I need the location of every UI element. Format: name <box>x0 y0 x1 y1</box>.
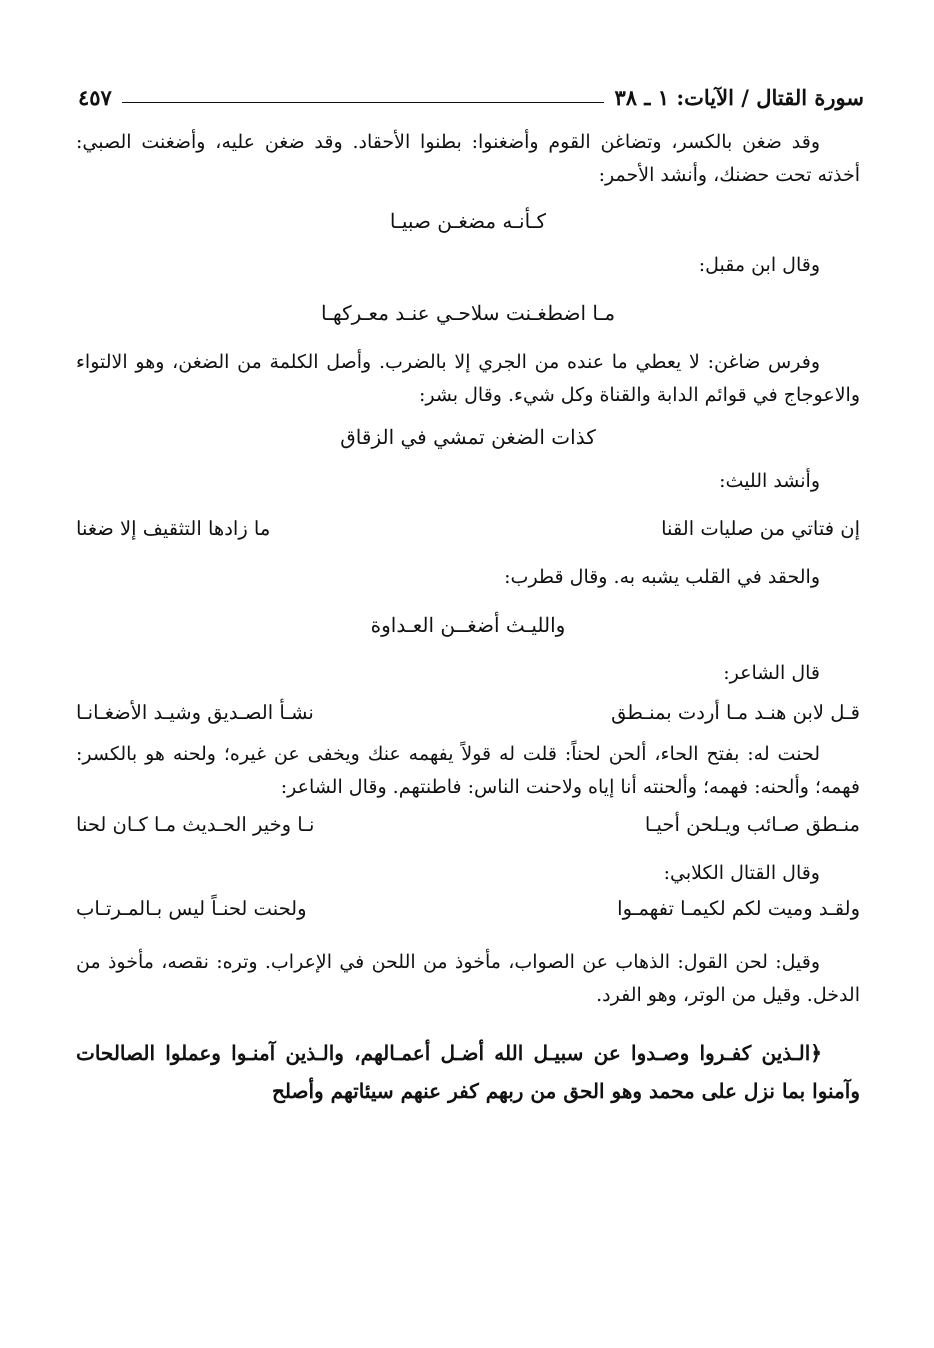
verse-second-hemistich: ما زادها التثقيف إلا ضغنا <box>76 517 271 540</box>
page-number: ٤٥٧ <box>78 85 112 110</box>
chapter-title: سورة القتال / الآيات: ١ ـ ٣٨ <box>614 85 864 110</box>
verse-couplet <box>76 894 860 924</box>
verse-second-hemistich: نـا وخير الحـديث مـا كـان لحنا <box>76 813 315 836</box>
paragraph: والحقد في القلب يشبه به. وقال قطرب: <box>504 566 820 588</box>
verse-second-hemistich: ولحنت لحنـاً ليس بـالمـرتـاب <box>76 897 307 920</box>
header-rule <box>122 102 605 103</box>
paragraph: وقال ابن مقبل: <box>698 254 820 276</box>
page-body <box>76 126 860 1110</box>
paragraph: وقد ضغن بالكسر، وتضاغن القوم وأضغنوا: بطنوا الأحقاد. وقد ضغن عليه، وأضغنت الصبي: أخذته تحت حضنك، وأنشد الأحمر: <box>76 131 860 186</box>
paragraph: وفرس ضاغن: لا يعطي ما عنده من الجري إلا بالضرب. وأصل الكلمة من الضغن، وهو الالتواء والاعوجاج في قوائم الدابة والقناة وكل شيء. وقال بشر: <box>76 351 860 406</box>
paragraph: قال الشاعر: <box>723 662 820 684</box>
verse-second-hemistich: نشـأ الصـديق وشيـد الأضغـانـا <box>76 701 314 724</box>
verse-first-hemistich: قـل لابن هنـد مـا أردت بمنـطق <box>611 701 860 724</box>
paragraph: وقيل: لحن القول: الذهاب عن الصواب، مأخوذ من اللحن في الإعراب. وتره: نقصه، مأخوذ من الدخل. وقيل من الوتر، وهو الفرد. <box>76 951 860 1006</box>
verse-first-hemistich: ولقـد وميت لكم لكيمـا تفهمـوا <box>617 897 860 920</box>
paragraph: لحنت له: بفتح الحاء، ألحن لحناً: قلت له قولاً يفهمه عنك ويخفى عن غيره؛ ولحنه هو بالكسر: فهمه؛ وألحنه: فهمه؛ وألحنته أنا إياه ولاحنت الناس: فاطنتهم. وقال الشاعر: <box>76 743 860 798</box>
quran-verse: ﴿الـذين كفـروا وصـدوا عن سبيـل الله أضـل أعمـالهم، والـذين آمنـوا وعملوا الصالحات وآمنوا بما نزل على محمد وهو الحق من ربهم كفر عنهم سيئاتهم وأصلح <box>76 1041 860 1103</box>
verse-line: مـا اضطغـنت سلاحـي عنـد معـركهـا <box>320 301 616 325</box>
verse-couplet <box>76 698 860 728</box>
verse-line: كذات الضغن تمشي في الزقاق <box>340 425 596 449</box>
verse-couplet <box>76 514 860 544</box>
verse-first-hemistich: منـطق صـائب ويـلحن أحيـا <box>644 813 860 836</box>
verse-line: كـأنـه مضغـن صبيـا <box>389 209 547 233</box>
verse-line: والليـث أضغــن العـداوة <box>370 613 566 637</box>
verse-first-hemistich: إن فتاتي من صليات القنا <box>661 517 860 540</box>
verse-couplet <box>76 810 860 840</box>
running-header <box>78 80 864 110</box>
paragraph: وأنشد الليث: <box>719 470 820 492</box>
paragraph: وقال القتال الكلابي: <box>663 862 820 884</box>
